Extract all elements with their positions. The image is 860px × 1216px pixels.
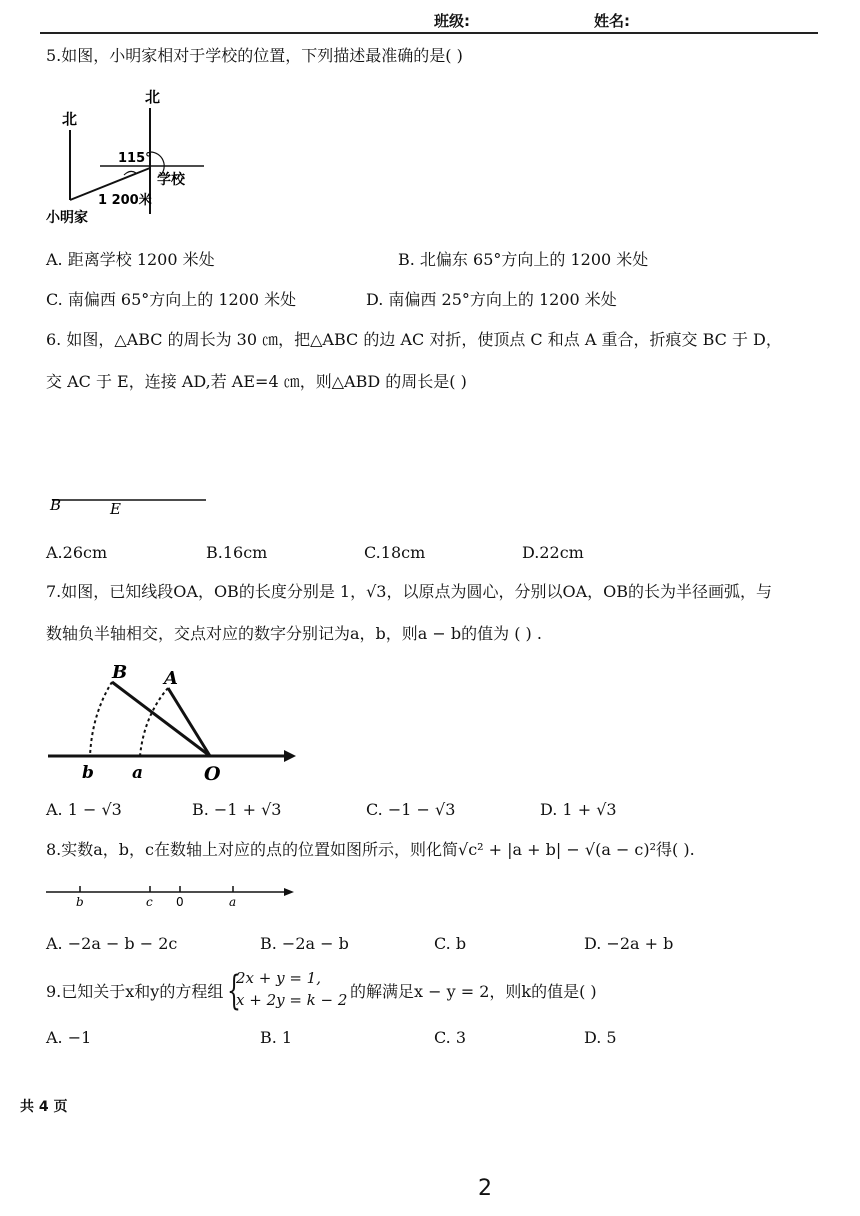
q7-line2: 数轴负半轴相交，交点对应的数字分别记为a，b，则a − b的值为 ( ) . xyxy=(46,624,542,643)
q7-line1: 7.如图，已知线段OA，OB的长度分别是 1，√3，以原点为圆心，分别以OA，OB的长为半径画弧，与 xyxy=(46,582,773,601)
q8-option-d: D. −2a + b xyxy=(584,934,674,953)
class-label: 班级: xyxy=(434,12,470,30)
q9-stem-pre: 9.已知关于x和y的方程组 xyxy=(46,982,224,1001)
q9-option-c: C. 3 xyxy=(434,1028,467,1047)
q5-home: 小明家 xyxy=(46,210,88,226)
q7-label-B: B xyxy=(112,662,128,683)
total-pages: 共 4 页 xyxy=(20,1099,68,1115)
q9-option-a: A. −1 xyxy=(46,1028,92,1047)
q5-option-b: B. 北偏东 65°方向上的 1200 米处 xyxy=(398,250,649,269)
q5-angle: 115° xyxy=(118,151,152,166)
q7-option-a: A. 1 − √3 xyxy=(46,800,122,819)
q9-eq1: 2x + y = 1, xyxy=(236,969,321,987)
q9-stem-post: 的解满足x − y = 2，则k的值是( ) xyxy=(350,982,597,1001)
q8-label-c: c xyxy=(146,895,153,909)
q8-label-b: b xyxy=(76,895,84,909)
q5-north-right: 北 xyxy=(145,88,161,106)
q6-option-c: C.18cm xyxy=(364,543,426,562)
q5-distance: 1 200米 xyxy=(98,193,152,208)
q7-label-A: A xyxy=(164,668,178,689)
q8-stem: 8.实数a，b，c在数轴上对应的点的位置如图所示，则化简√c² + |a + b| − √(a − c)²得( ). xyxy=(46,840,695,859)
q5-school: 学校 xyxy=(157,172,185,188)
q8-option-a: A. −2a − b − 2c xyxy=(46,934,178,953)
page-number: 2 xyxy=(478,1176,492,1201)
q5-option-d: D. 南偏西 25°方向上的 1200 米处 xyxy=(366,290,617,309)
q6-label-e: E xyxy=(110,500,121,518)
name-label: 姓名: xyxy=(594,12,630,30)
q6-line2: 交 AC 于 E，连接 AD,若 AE=4 ㎝，则△ABD 的周长是( ) xyxy=(46,372,467,391)
q6-option-a: A.26cm xyxy=(46,543,108,562)
q7-label-b: b xyxy=(82,763,94,783)
q8-label-a: a xyxy=(229,895,237,909)
q9-option-d: D. 5 xyxy=(584,1028,617,1047)
q6-line1: 6. 如图，△ABC 的周长为 30 ㎝，把△ABC 的边 AC 对折，使顶点 C 和点 A 重合，折痕交 BC 于 D， xyxy=(46,330,782,349)
q6-option-d: D.22cm xyxy=(522,543,584,562)
q7-option-b: B. −1 + √3 xyxy=(192,800,282,819)
q9-eq2: x + 2y = k − 2 xyxy=(236,991,348,1009)
q7-label-a: a xyxy=(132,763,144,783)
q6-label-b: B xyxy=(50,496,62,514)
q5-option-a: A. 距离学校 1200 米处 xyxy=(46,250,215,269)
q7-option-d: D. 1 + √3 xyxy=(540,800,617,819)
q7-label-O: O xyxy=(204,763,221,785)
q5-option-c: C. 南偏西 65°方向上的 1200 米处 xyxy=(46,290,297,309)
q9-brace: { xyxy=(227,968,241,1014)
q7-option-c: C. −1 − √3 xyxy=(366,800,456,819)
q6-option-b: B.16cm xyxy=(206,543,268,562)
q8-option-b: B. −2a − b xyxy=(260,934,349,953)
q9-option-b: B. 1 xyxy=(260,1028,293,1047)
q5-stem: 5.如图，小明家相对于学校的位置，下列描述最准确的是( ) xyxy=(46,46,463,65)
q8-label-zero: 0 xyxy=(176,895,184,909)
q5-north-left: 北 xyxy=(62,110,78,128)
q8-option-c: C. b xyxy=(434,934,467,953)
